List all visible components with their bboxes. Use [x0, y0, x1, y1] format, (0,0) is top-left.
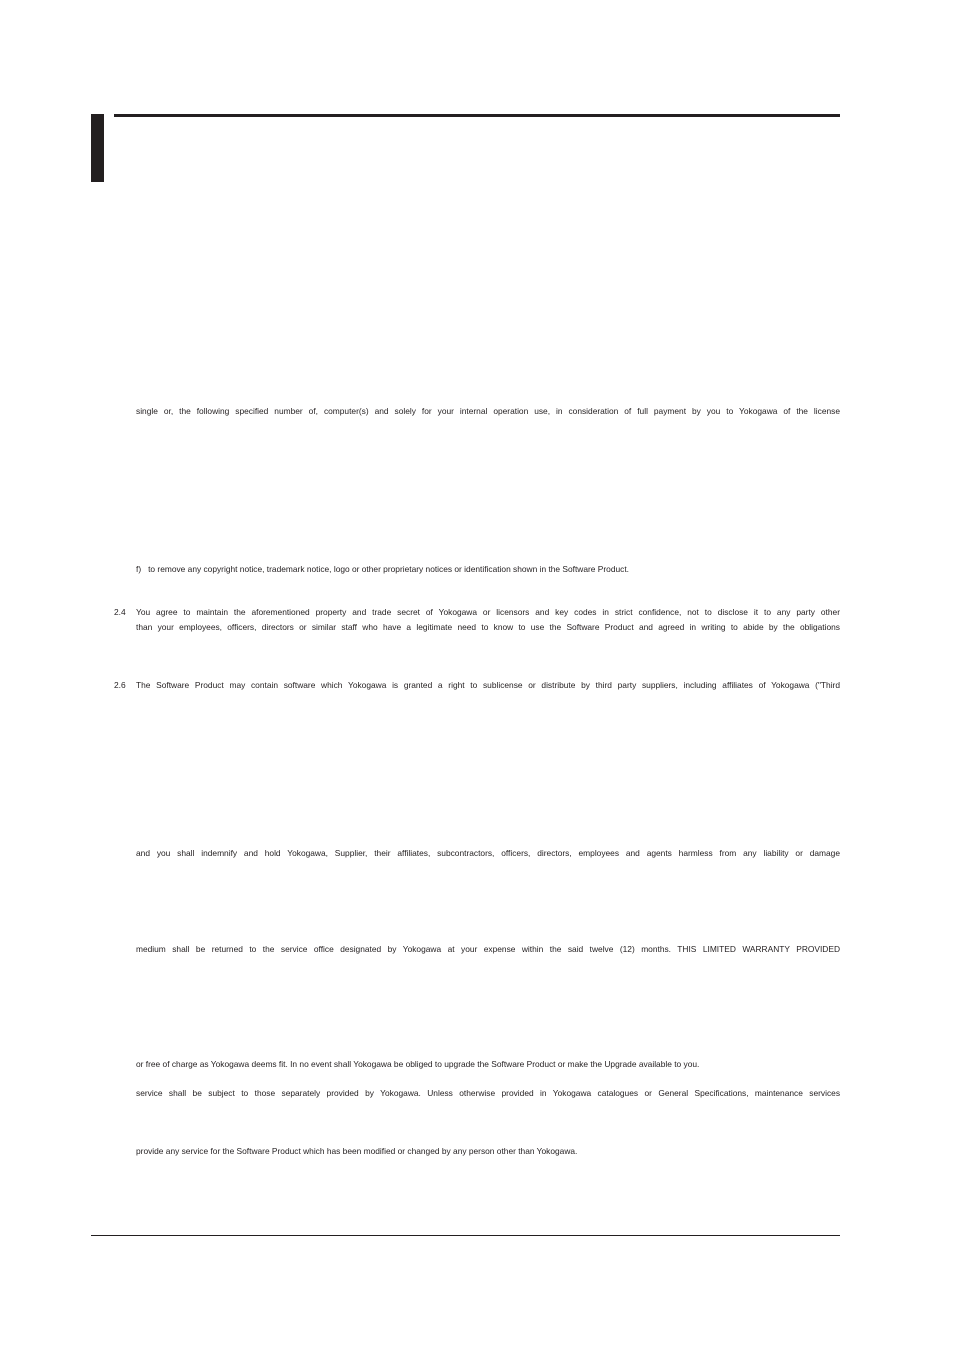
clause-number-2-6: 2.6 — [114, 680, 126, 690]
header-bar-marker — [91, 114, 104, 182]
text-line-maintenance: service shall be subject to those separately provided by Yokogawa. Unless otherwise provided in Yokogawa catalogues or General Specifications, maintenance services — [136, 1088, 840, 1098]
clause-number-2-4: 2.4 — [114, 607, 126, 617]
text-line-clause-2-4: You agree to maintain the aforementioned property and trade secret of Yokogawa or licensors and key codes in strict confidence, not to disclose it to any party other — [136, 607, 840, 617]
text-line-clause-2-4-cont: than your employees, officers, directors or similar staff who have a legitimate need to know to use the Software Product and agreed in writing to abide by the obligations — [136, 622, 840, 632]
text-line-upgrade: or free of charge as Yokogawa deems fit. In no event shall Yokogawa be obliged to upgrade the Software Product or make the Upgrade available to you. — [136, 1059, 700, 1069]
header-rule — [114, 114, 840, 117]
text-line-item-f: f) to remove any copyright notice, trademark notice, logo or other proprietary notices or identification shown in the Software Product. — [136, 564, 629, 574]
footer-rule — [91, 1235, 840, 1236]
text-line-indemnify: and you shall indemnify and hold Yokogawa, Supplier, their affiliates, subcontractors, officers, directors, employees and agents harmless from any liability or damage — [136, 848, 840, 858]
text-line-license-grant: single or, the following specified number of, computer(s) and solely for your internal operation use, in consideration of full payment by you to Yokogawa of the license — [136, 406, 840, 416]
text-line-clause-2-6: The Software Product may contain software which Yokogawa is granted a right to sublicense or distribute by third party suppliers, including affiliates of Yokogawa ("Third — [136, 680, 840, 690]
text-line-modified: provide any service for the Software Product which has been modified or changed by any person other than Yokogawa. — [136, 1146, 578, 1156]
text-line-warranty: medium shall be returned to the service office designated by Yokogawa at your expense within the said twelve (12) months. THIS LIMITED WARRANTY PROVIDED — [136, 944, 840, 954]
